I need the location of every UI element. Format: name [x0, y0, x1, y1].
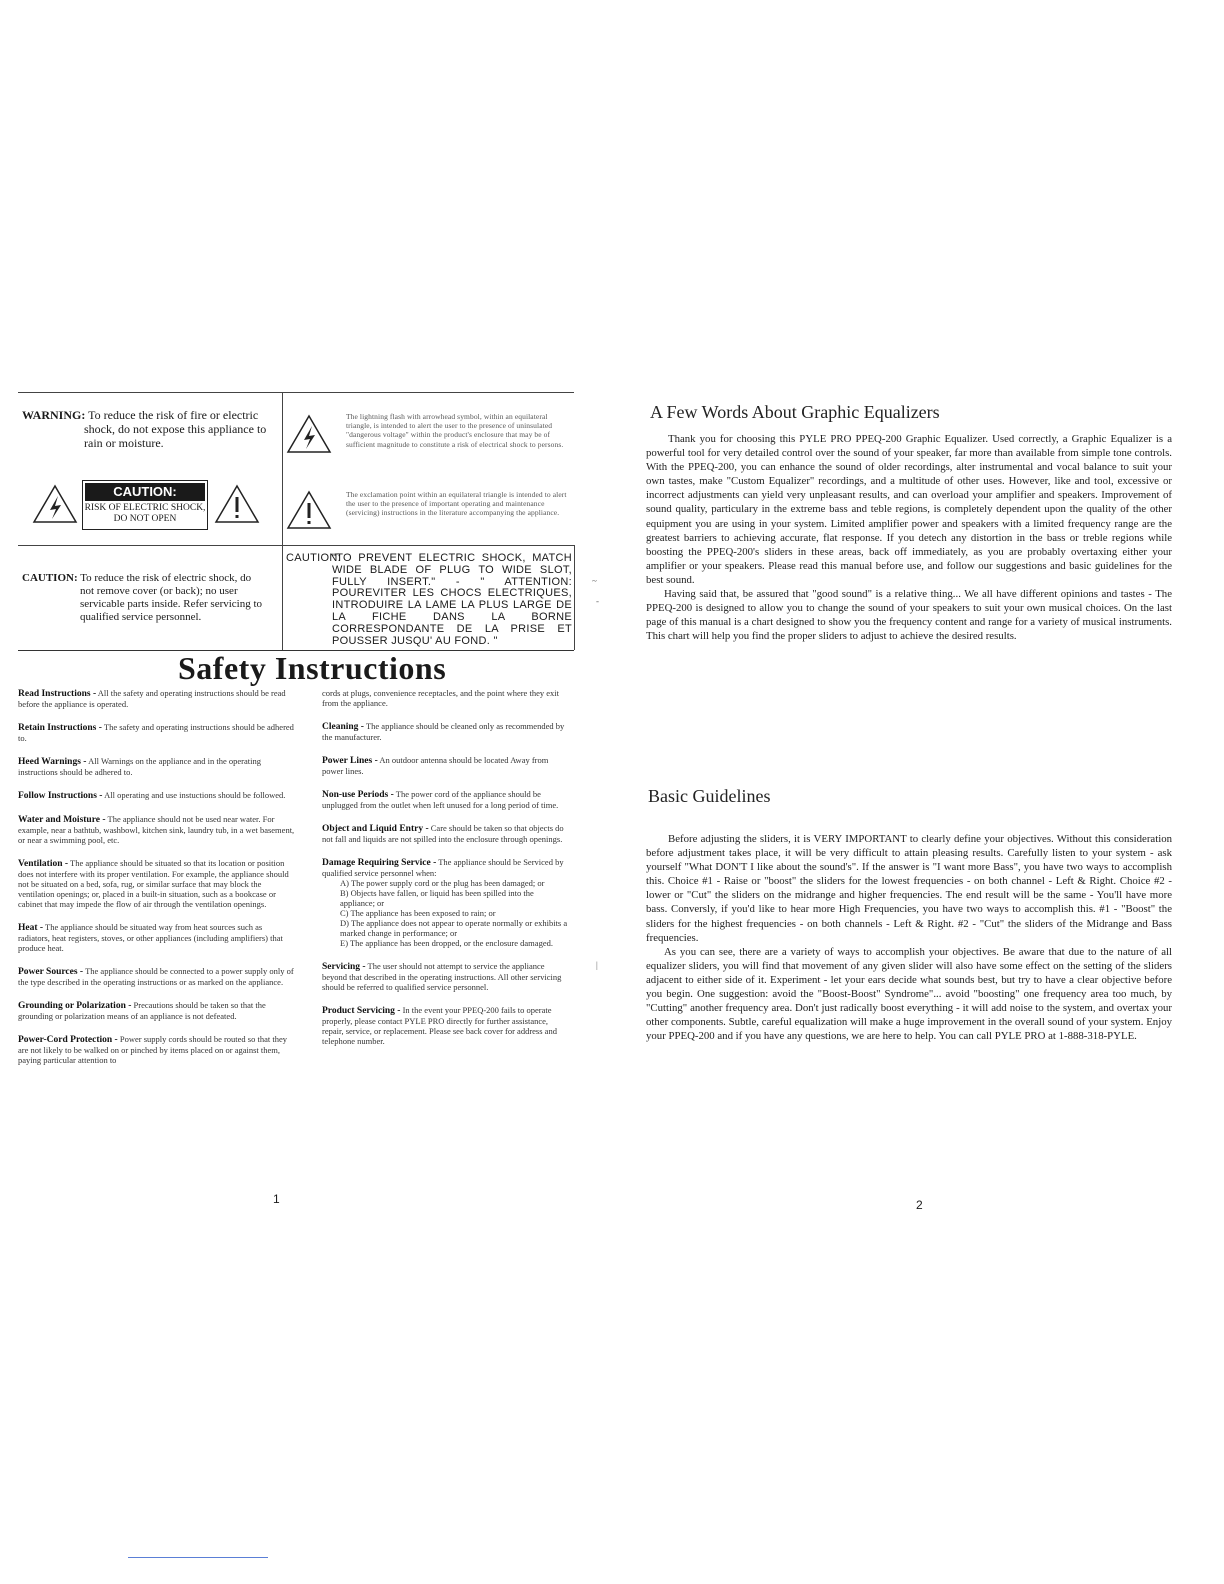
list-item: Read Instructions - All the safety and operating instructions should be read before the appliance is operated.: [18, 688, 286, 709]
caution-left-label: CAUTION:: [22, 572, 78, 584]
list-item: Servicing - The user should not attempt to service the appliance beyond that described in the operating instructions. All other servicing should be referred to qualified service personnel.: [322, 961, 562, 992]
page-title: Safety Instructions: [178, 650, 447, 686]
exclamation-symbol-icon: [286, 490, 332, 530]
heading-basic-guidelines: Basic Guidelines: [648, 786, 771, 806]
caution-right-text: [286, 553, 572, 647]
list-item: Water and Moisture - The appliance should not be used near water. For example, near a bathtub, washbowl, kitchen sink, laundry tub, in a wet basement, or near a swimming pool, etc.: [18, 814, 295, 845]
caution-left-line1: To reduce the risk of electric shock, do: [80, 572, 252, 584]
warning-line1: To reduce the risk of fire or electric: [88, 408, 259, 422]
caution-badge-line1: RISK OF ELECTRIC SHOCK,: [84, 503, 206, 513]
warning-line-rest: shock, do not expose this appliance to rain or moisture.: [84, 422, 267, 450]
paragraph: As you can see, there are a variety of ways to accomplish your objectives. Be aware that due to the nature of all equalizer sliders, you will find that movement of any given slider will also have some effect on the setting of the sliders adjacent to either side of it. Experiment - let your ears decide what sounds best, but try to have a clear objective before you begin. One suggestion: avoid the "Boost-Boost" Syndrome"... avoid "boosting" one frequency area too much, by "Cutting" another frequency area. Don't just radically boost everything - it will add noise to the system, and overtax your other components. Subtle, careful equalization will make a huge improvement in the overall sound of your system. Enjoy your PPEQ-200 and if you have any questions, we are here to help. You can call PYLE PRO at 1-888-318-PYLE.: [646, 945, 1172, 1043]
exclamation-warning-icon: [214, 484, 260, 524]
warning-box-divider: [282, 392, 283, 650]
list-item: Heed Warnings - All Warnings on the appliance and in the operating instructions should be adhered to.: [18, 756, 261, 777]
exclamation-symbol-text: The exclamation point within an equilateral triangle is intended to alert the user to the presence of important operating and maintenance (servicing) instructions in the literature accompanying the appliance.: [346, 490, 567, 518]
paragraph: Having said that, be assured that "good sound" is a relative thing... We all have different opinions and tastes - The PPEQ-200 is designed to allow you to change the sound of your speakers to suit your own musical choices. On the last page of this manual is a chart designed to show you the frequency content and range for a variety of musical instruments. This chart will help you find the proper sliders to adjust to achieve the desired results.: [646, 588, 1172, 643]
list-item: Damage Requiring Service - The appliance should be Serviced by qualified service personnel when: A) The power supply cord or the plug has been damaged; or B) Objects have fallen, or liquid has been spilled into the appliance; or C) The appliance has been exposed to rain; or D) The appliance does not appear to operate normally or exhibits a marked change in performance; or E) The appliance has been dropped, or the enclosure damaged.: [322, 857, 568, 948]
warning-text: [22, 408, 280, 450]
caution-badge: [82, 480, 208, 530]
lightning-warning-icon: [32, 484, 78, 524]
paragraph: Before adjusting the sliders, it is VERY IMPORTANT to clearly define your objectives. Without this consideration before adjustment takes place, it will be very difficult to attain pleasing results. Carefully listen to your system - ask yourself "What DON'T I like about the sound's". If the answer is "I want more Bass", you have two ways to accomplish this. Choice #1 - Raise or "boost" the sliders for the lowest frequencies - on both channel - Left & Right. Choice #2 - lower or "Cut" the sliders on the midrange and higher frequencies. The end result will be the same - You'll have more bass. Conversly, if you'd like to hear more High Frequencies, you have two ways to accomplish this. #1 - "Boost" the sliders for the highest frequencies - on both channels - Left & Right. #2 - "Cut" the sliders of the Midrange and Bass frequencies.: [646, 833, 1172, 944]
list-item: Ventilation - The appliance should be situated so that its location or position does not interfere with its proper ventilation. For example, the appliance should not be situated on a bed, sofa, rug, or similar surface that may block the ventilation openings; or, placed in a built-in situation, such as a bookcase or cabinet that may impede the flow of air through the ventilation openings.: [18, 858, 289, 909]
list-item: Power Sources - The appliance should be connected to a power supply only of the type described in the operating instructions or as marked on the appliance.: [18, 966, 294, 987]
caution-badge-title: CAUTION:: [85, 483, 205, 501]
margin-mark: |: [596, 960, 598, 970]
list-item: Power-Cord Protection - Power supply cords should be routed so that they are not likely to be walked on or pinched by items placed on or against them, paying particular attention to: [18, 1034, 287, 1065]
warning-box-right-border: [574, 545, 575, 650]
page-number-2: 2: [916, 1198, 923, 1212]
caution-left-rest: not remove cover (or back); no user servicable parts inside. Refer servicing to qualified service personnel.: [80, 585, 263, 623]
heading-graphic-equalizers: A Few Words About Graphic Equalizers: [650, 402, 940, 422]
list-item: Cleaning - The appliance should be cleaned only as recommended by the manufacturer.: [322, 721, 565, 742]
warning-box-top-border: [18, 392, 574, 393]
list-item: Retain Instructions - The safety and operating instructions should be adhered to.: [18, 722, 294, 743]
list-item: Product Servicing - In the event your PPEQ-200 fails to operate properly, please contact PYLE PRO directly for further assistance, repair, service, or replacement. Please see back cover for address and telephone number.: [322, 1005, 557, 1046]
guidelines-text: [646, 832, 1172, 1043]
caution-left-text: [22, 572, 280, 624]
list-item: Heat - The appliance should be situated way from heat sources such as radiators, heat registers, stoves, or other appliances (including amplifiers) that produce heat.: [18, 922, 283, 953]
warning-box-row-divider-right: [282, 545, 574, 546]
margin-mark: -: [596, 596, 599, 606]
lightning-symbol-text: The lightning flash with arrowhead symbol, within an equilateral triangle, is intended to alert the user to the presence of uninsulated "dangerous voltage" within the product's enclosure that may be of sufficient magnitude to constitute a risk of electrical shock to persons.: [346, 412, 564, 449]
safety-left-column: [18, 688, 296, 1078]
safety-right-column: [322, 688, 570, 1059]
list-item: Power Lines - An outdoor antenna should be located Away from power lines.: [322, 755, 549, 776]
caution-right-body: "TO PREVENT ELECTRIC SHOCK, MATCH WIDE BLADE OF PLUG TO WIDE SLOT, FULLY INSERT." - " ATTENTION: POUREVITER LES CHOCS ELECTRIQUES, INTRODUIRE LA LAME LA PLUS LARGE DE LA FICHE DANS LA BORNE CORRESPONDANTE DE LA PRISE ET POUSSER JUSQU' AU FOND. ": [332, 552, 572, 647]
list-item: Object and Liquid Entry - Care should be taken so that objects do not fall and liquids are not spilled into the enclosure through openings.: [322, 823, 564, 844]
paragraph: Thank you for choosing this PYLE PRO PPEQ-200 Graphic Equalizer. Used correctly, a Graphic Equalizer is a powerful tool for very detailed control over the sound of your speaker, far more than available from simple tone controls. With the PPEQ-200, you can enhance the sound of older recordings, alter instrumental and vocal balance to suit your own tastes, make "Custom Equalizer" recordings, and a multitude of other uses. However, like and tool, excessive or incorrect adjustments can yield very unpleasant results, and can overload your amplifier and speakers. Improvement of sound quality, particulary in the extreme bass and teble regions, is completely dependent upon the quality of the other equipment you are using in your system. Limited amplifier power and speakers with a limited frequency range are the greatest barriers to achieving accurate, flat response. If you detech any distortion in the bass or treble regions while boosting the PPEQ-200's sliders in these areas, back off immediately, as you are probably overtaxing either your amplifier or your speakers. Please read this manual before use, and follow our suggestions and basic guidelines for the best sound.: [646, 433, 1172, 586]
lightning-symbol-icon: [286, 414, 332, 454]
caution-right-label: CAUTION:: [286, 552, 341, 564]
equalizer-intro-text: [646, 432, 1172, 643]
list-item: Grounding or Polarization - Precautions should be taken so that the grounding or polarization means of an appliance is not defeated.: [18, 1000, 266, 1021]
list-item: Non-use Periods - The power cord of the appliance should be unplugged from the outlet when left unused for a long period of time.: [322, 789, 559, 810]
list-item: cords at plugs, convenience receptacles, and the point where they exit from the appliance.: [322, 688, 559, 708]
caution-badge-line2: DO NOT OPEN: [113, 514, 177, 524]
page-number-1: 1: [273, 1192, 280, 1206]
underline-mark: [128, 1557, 268, 1558]
warning-box-row-divider-left: [18, 545, 282, 546]
warning-label: WARNING:: [22, 408, 86, 422]
list-item: Follow Instructions - All operating and use instuctions should be followed.: [18, 790, 286, 801]
margin-mark: ~: [592, 576, 597, 586]
